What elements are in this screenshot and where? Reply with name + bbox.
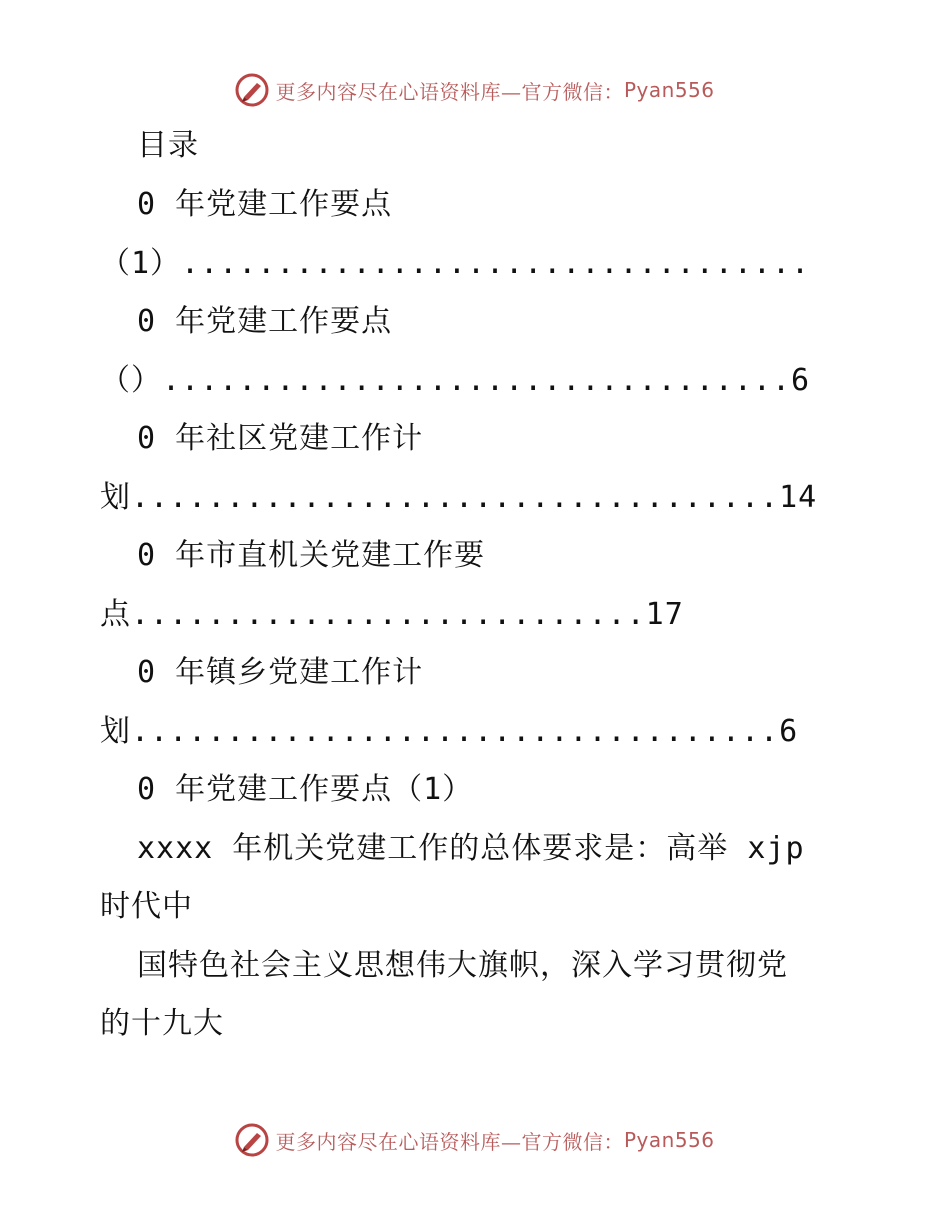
pen-logo-icon bbox=[235, 73, 269, 107]
toc-entry-2-title: 0 年党建工作要点 bbox=[137, 304, 393, 339]
body-paragraph-line-4: 的十九大 bbox=[100, 1006, 224, 1041]
toc-entry-5-title: 0 年镇乡党建工作计 bbox=[137, 655, 424, 690]
toc-heading: 目录 bbox=[137, 128, 199, 163]
header-banner-text: 更多内容尽在心语资料库—官方微信： bbox=[275, 79, 624, 104]
header-watermark-banner bbox=[0, 70, 950, 110]
footer-wechat-id: Pyan556 bbox=[623, 1128, 715, 1152]
toc-entry-1-title: 0 年党建工作要点 bbox=[137, 187, 393, 222]
body-paragraph-line-2: 时代中 bbox=[100, 889, 193, 924]
body-paragraph-line-1: xxxx 年机关党建工作的总体要求是：高举 xjp bbox=[137, 831, 805, 866]
footer-watermark-banner bbox=[0, 1120, 950, 1160]
footer-banner-text: 更多内容尽在心语资料库—官方微信： bbox=[275, 1129, 624, 1154]
toc-entry-1-leader: （1）................................. bbox=[100, 246, 811, 281]
toc-entry-4-leader: 点...........................17 bbox=[100, 597, 684, 632]
header-wechat-id: Pyan556 bbox=[623, 78, 715, 102]
toc-entry-5-leader: 划..................................6 bbox=[100, 714, 799, 749]
body-paragraph-line-3: 国特色社会主义思想伟大旗帜，深入学习贯彻党 bbox=[137, 948, 788, 983]
toc-entry-3-title: 0 年社区党建工作计 bbox=[137, 421, 424, 456]
toc-entry-3-leader: 划..................................14 bbox=[100, 480, 818, 515]
toc-entry-2-leader: （）.................................6 bbox=[100, 363, 811, 398]
pen-logo-icon bbox=[235, 1123, 269, 1157]
toc-entry-4-title: 0 年市直机关党建工作要 bbox=[137, 538, 486, 573]
section-heading: 0 年党建工作要点（1） bbox=[137, 772, 474, 807]
